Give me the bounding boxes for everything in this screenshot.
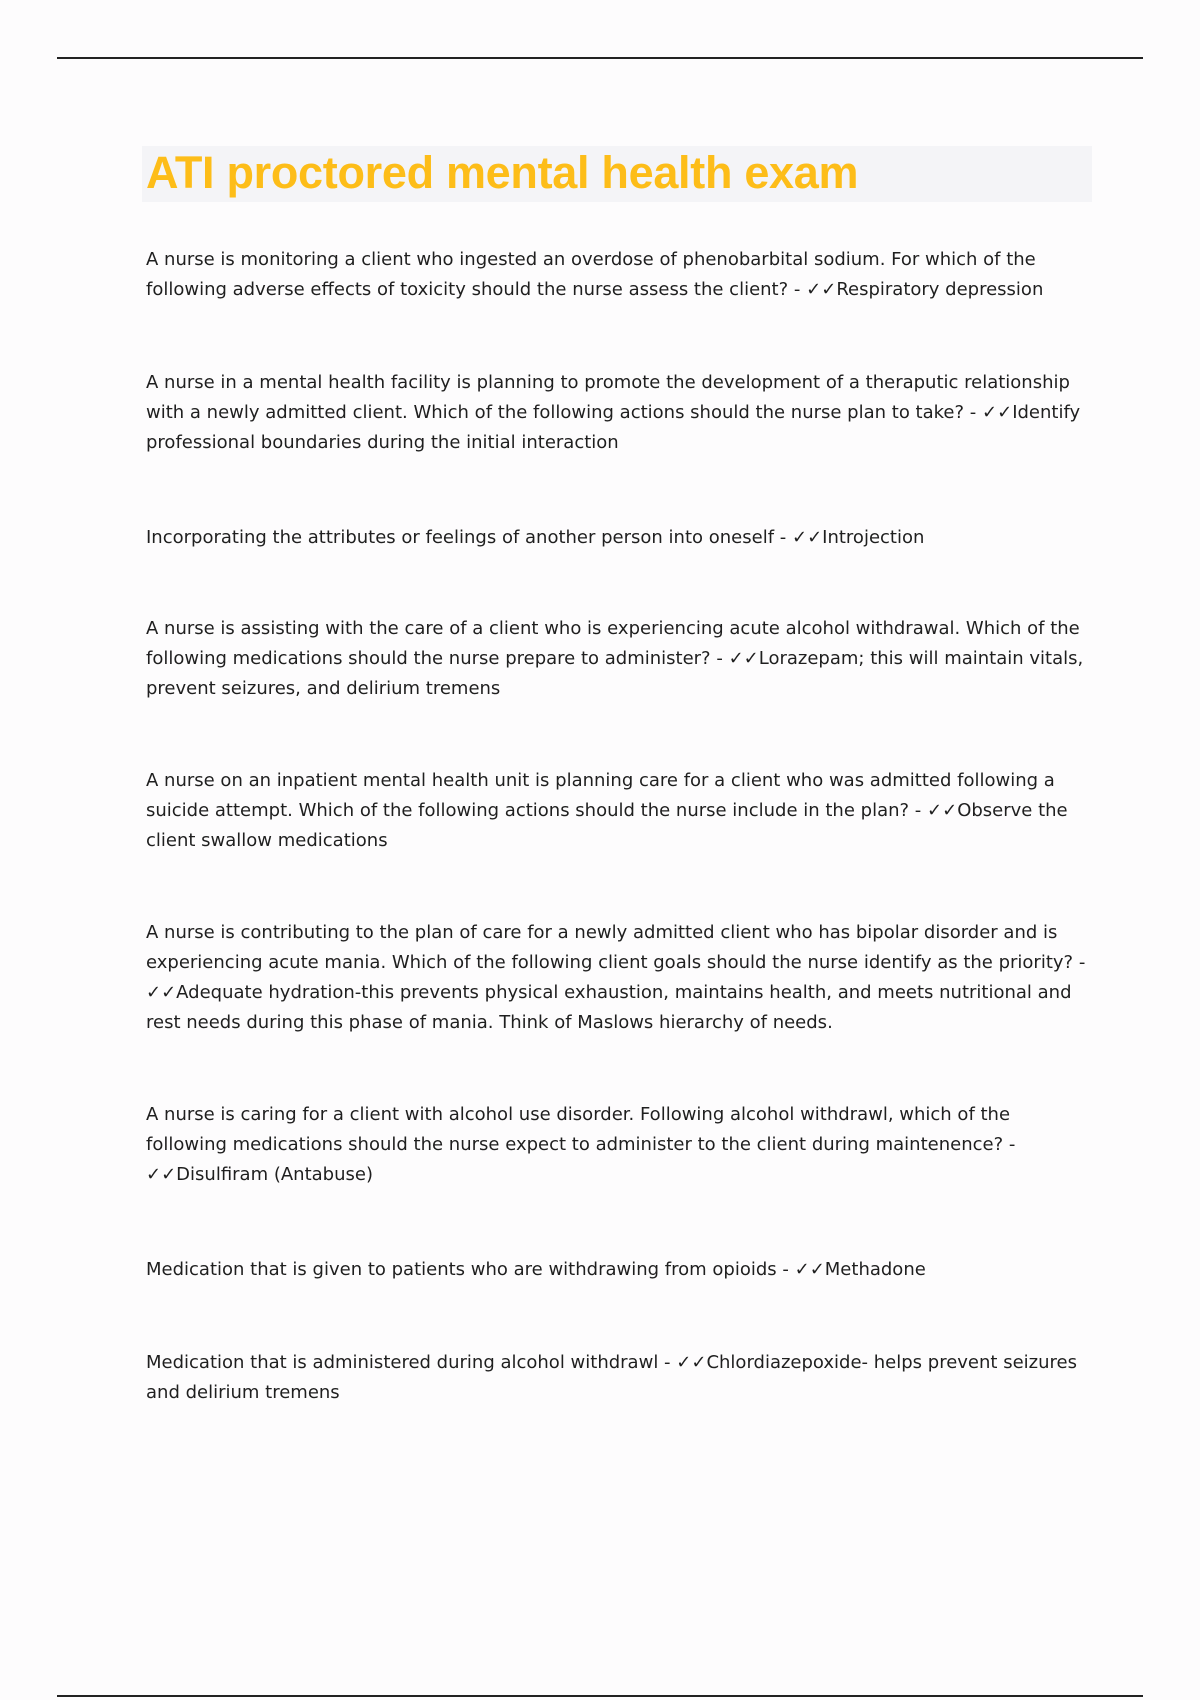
qa-item	[146, 1100, 1096, 1190]
qa-item	[146, 766, 1096, 856]
page-title: ATI proctored mental health exam	[146, 147, 859, 198]
qa-item	[146, 245, 1096, 305]
answer-text: Chlordiazepoxide- helps prevent seizures and delirium tremens	[146, 1352, 1077, 1403]
question-text: Medication that is administered during alcohol withdrawl	[146, 1352, 659, 1373]
qa-item	[146, 1348, 1096, 1408]
check-icon: ✓✓	[728, 648, 759, 669]
qa-item	[146, 614, 1096, 704]
question-text: A nurse in a mental health facility is planning to promote the development of a theraputic relationship with a newly admitted client. Which of the following actions should the nurse plan to take?	[146, 372, 1070, 423]
question-text: A nurse is contributing to the plan of care for a newly admitted client who has bipolar disorder and is experiencing acute mania. Which of the following client goals should the nurse identify as the priority?	[146, 922, 1074, 973]
question-text: A nurse is assisting with the care of a client who is experiencing acute alcohol withdrawal. Which of the following medications should the nurse prepare to administer?	[146, 618, 1080, 669]
separator: -	[1003, 1134, 1016, 1155]
separator: -	[964, 402, 983, 423]
separator: -	[1073, 952, 1086, 973]
separator: -	[658, 1352, 677, 1373]
qa-item	[146, 918, 1096, 1038]
check-icon: ✓✓	[806, 279, 837, 300]
top-rule	[57, 57, 1143, 59]
answer-text: Introjection	[822, 527, 925, 548]
answer-text: Respiratory depression	[836, 279, 1044, 300]
bottom-rule	[57, 1695, 1143, 1697]
separator: -	[776, 1259, 795, 1280]
question-text: A nurse is caring for a client with alcohol use disorder. Following alcohol withdrawl, which of the following medications should the nurse expect to administer to the client during maintenence?	[146, 1104, 1011, 1155]
answer-text: Adequate hydration-this prevents physical exhaustion, maintains health, and meets nutritional and rest needs during this phase of mania. Think of Maslows hierarchy of needs.	[146, 982, 1072, 1033]
check-icon: ✓✓	[982, 402, 1013, 423]
separator: -	[788, 279, 807, 300]
qa-item	[146, 523, 1096, 553]
check-icon: ✓✓	[676, 1352, 707, 1373]
question-text: A nurse is monitoring a client who ingested an overdose of phenobarbital sodium. For which of the following adverse effects of toxicity should the nurse assess the client?	[146, 249, 1036, 300]
check-icon: ✓✓	[146, 1164, 177, 1185]
separator: -	[774, 527, 792, 548]
check-icon: ✓✓	[146, 982, 177, 1003]
check-icon: ✓✓	[791, 527, 823, 548]
answer-text: Methadone	[824, 1259, 926, 1280]
question-text: Medication that is given to patients who are withdrawing from opioids	[146, 1259, 777, 1280]
qa-item	[146, 368, 1096, 458]
answer-text: Disulfiram (Antabuse)	[176, 1164, 373, 1185]
question-text: Incorporating the attributes or feelings of another person into oneself	[146, 527, 775, 548]
check-icon: ✓✓	[794, 1259, 825, 1280]
qa-item	[146, 1255, 1096, 1285]
answer-text: Identify professional boundaries during the initial interaction	[146, 402, 1081, 453]
answer-text: Lorazepam; this will maintain vitals, prevent seizures, and delirium tremens	[146, 648, 1084, 699]
separator: -	[909, 800, 928, 821]
check-icon: ✓✓	[927, 800, 958, 821]
separator: -	[710, 648, 729, 669]
answer-text: Observe the client swallow medications	[146, 800, 1068, 851]
question-text: A nurse on an inpatient mental health unit is planning care for a client who was admitted following a suicide attempt. Which of the following actions should the nurse include in the plan?	[146, 770, 1055, 821]
